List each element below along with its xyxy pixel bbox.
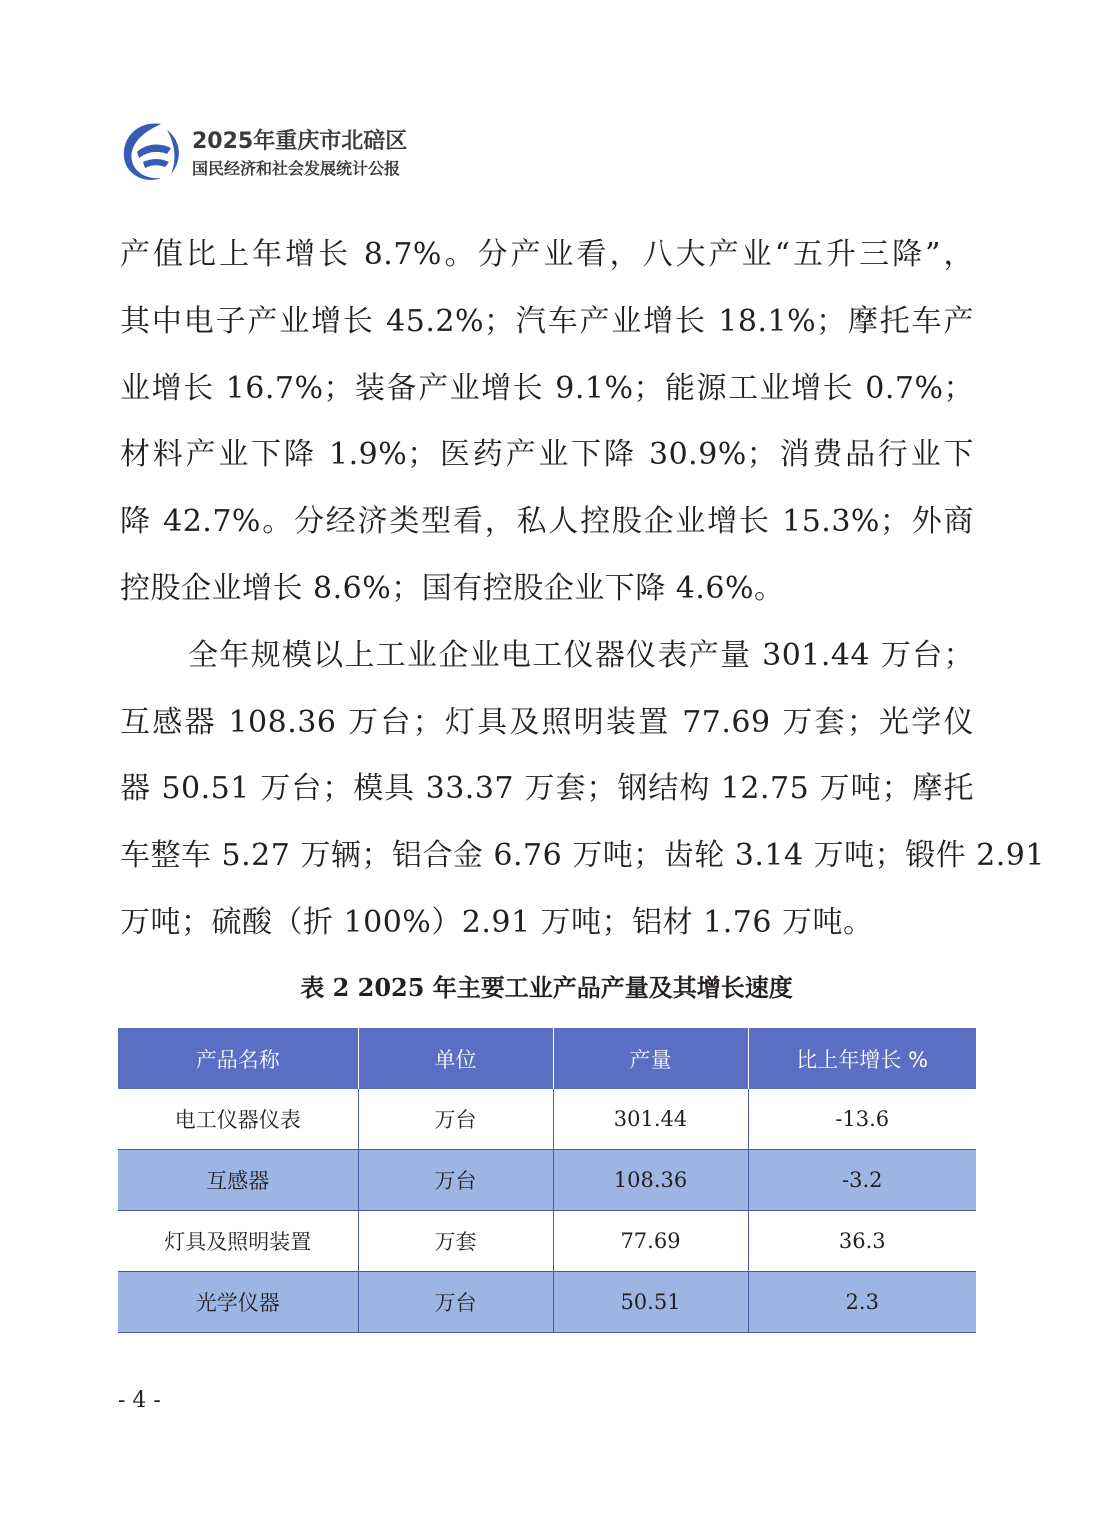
text-line: 产值比上年增长 8.7%。分产业看，八大产业“五升三降”，	[120, 237, 974, 272]
text-line: 互感器 108.36 万台；灯具及照明装置 77.69 万套；光学仪	[120, 704, 974, 740]
text-line: 器 50.51 万台；模具 33.37 万套；钢结构 12.75 万吨；摩托	[120, 771, 974, 807]
text-line: 业增长 16.7%；装备产业增长 9.1%；能源工业增长 0.7%；	[120, 370, 974, 406]
table-row	[118, 1150, 976, 1211]
text-line: 万吨；硫酸（折 100%）2.91 万吨；铝材 1.76 万吨。	[120, 904, 874, 940]
paragraph-industry-growth	[120, 222, 974, 623]
cell-unit: 万台	[358, 1272, 553, 1333]
cell-growth: 2.3	[748, 1272, 976, 1333]
table-row	[118, 1089, 976, 1150]
cell-unit: 万套	[358, 1211, 553, 1272]
cell-output: 50.51	[553, 1272, 748, 1333]
column-header-product: 产品名称	[118, 1028, 358, 1089]
cell-output: 301.44	[553, 1089, 748, 1150]
cell-product: 光学仪器	[118, 1272, 358, 1333]
report-subtitle: 国民经济和社会发展统计公报	[192, 159, 401, 178]
cell-output: 77.69	[553, 1211, 748, 1272]
body-text	[120, 222, 1045, 957]
cell-unit: 万台	[358, 1150, 553, 1211]
cell-product: 电工仪器仪表	[118, 1089, 358, 1150]
cell-growth: -3.2	[748, 1150, 976, 1211]
table-header-row	[118, 1028, 976, 1089]
column-header-unit: 单位	[358, 1028, 553, 1089]
paragraph-product-output	[120, 623, 1045, 957]
table-row	[118, 1211, 976, 1272]
text-line: 控股企业增长 8.6%；国有控股企业下降 4.6%。	[120, 570, 785, 606]
report-title: 2025年重庆市北碚区	[192, 129, 408, 154]
report-header	[117, 118, 617, 188]
column-header-growth: 比上年增长 %	[748, 1028, 976, 1089]
cell-output: 108.36	[553, 1150, 748, 1211]
page-number: - 4 -	[118, 1388, 161, 1413]
product-output-table	[118, 1028, 976, 1333]
bureau-logo-icon	[117, 118, 183, 184]
column-header-output: 产量	[553, 1028, 748, 1089]
table-row	[118, 1272, 976, 1333]
cell-unit: 万台	[358, 1089, 553, 1150]
text-line: 降 42.7%。分经济类型看，私人控股企业增长 15.3%；外商	[120, 504, 974, 540]
text-line: 材料产业下降 1.9%；医药产业下降 30.9%；消费品行业下	[120, 437, 974, 473]
text-line: 其中电子产业增长 45.2%；汽车产业增长 18.1%；摩托车产	[120, 303, 974, 339]
cell-product: 互感器	[118, 1150, 358, 1211]
cell-product: 灯具及照明装置	[118, 1211, 358, 1272]
text-line: 全年规模以上工业企业电工仪器仪表产量 301.44 万台；	[188, 637, 974, 673]
table-title: 表 2 2025 年主要工业产品产量及其增长速度	[300, 973, 793, 1002]
cell-growth: -13.6	[748, 1089, 976, 1150]
text-line: 车整车 5.27 万辆；铝合金 6.76 万吨；齿轮 3.14 万吨；锻件 2.91	[120, 838, 1045, 874]
cell-growth: 36.3	[748, 1211, 976, 1272]
